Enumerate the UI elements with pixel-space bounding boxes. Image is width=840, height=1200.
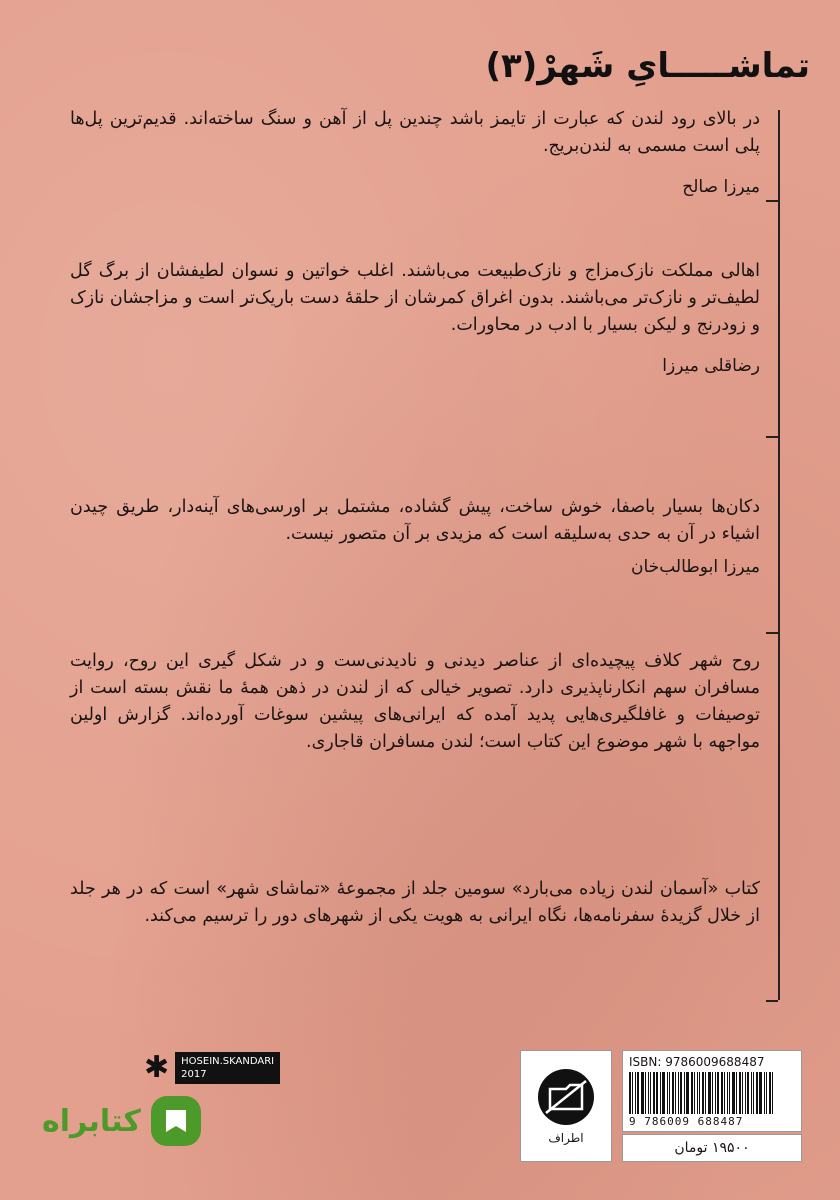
description-text: روح شهر کلاف پیچیده‌ای از عناصر دیدنی و نادیدنی‌ست و در شکل گیری این روح، روایت مسافران سهم انکارناپذیری دارد. تصویر خیالی که از لندن در ذهن همهٔ ما نقش بسته است از توصیفات و غافلگیری‌هایی پدید آمده که ایرانی‌های پیشین سوغات آورده‌اند. گزارش اولین مواجهه با شهر موضوع این کتاب است؛ لندن مسافران قاجاری.	[70, 651, 760, 752]
designer-year: 2017	[181, 1069, 207, 1080]
barcode	[629, 1072, 795, 1114]
bracket-tick	[766, 436, 778, 438]
barcode-bar	[637, 1072, 639, 1114]
barcode-bar	[747, 1072, 749, 1114]
barcode-bar	[632, 1072, 633, 1114]
series-block	[70, 876, 760, 930]
barcode-bar	[764, 1072, 765, 1114]
quote-author: میرزا ابوطالب‌خان	[631, 557, 760, 577]
barcode-bar	[662, 1072, 665, 1114]
barcode-bar	[653, 1072, 655, 1114]
barcode-bar	[745, 1072, 746, 1114]
barcode-bar	[717, 1072, 719, 1114]
barcode-bar	[759, 1072, 762, 1114]
bookmark-icon	[151, 1096, 201, 1146]
barcode-bar	[715, 1072, 716, 1114]
quote-block-2	[70, 258, 760, 380]
barcode-digits: 9 786009 688487	[629, 1115, 744, 1128]
barcode-bar	[675, 1072, 676, 1114]
barcode-bar	[645, 1072, 646, 1114]
designer-name: HOSEIN.SKANDARI	[181, 1056, 275, 1067]
barcode-bar	[667, 1072, 668, 1114]
barcode-bar	[694, 1072, 695, 1114]
barcode-bar	[650, 1072, 651, 1114]
barcode-bar	[712, 1072, 713, 1114]
barcode-bar	[766, 1072, 767, 1114]
barcode-bar	[660, 1072, 661, 1114]
publisher-logo	[520, 1050, 612, 1162]
bracket-tick	[766, 632, 778, 634]
barcode-bar	[648, 1072, 649, 1114]
barcode-bar	[742, 1072, 743, 1114]
quote-author: میرزا صالح	[682, 177, 760, 197]
barcode-bar	[629, 1072, 631, 1114]
barcode-bar	[739, 1072, 741, 1114]
designer-tag	[175, 1052, 280, 1084]
bracket-line	[778, 110, 780, 1000]
barcode-bar	[635, 1072, 636, 1114]
publisher-name: اطراف	[548, 1131, 584, 1145]
barcode-bar	[680, 1072, 682, 1114]
barcode-bar	[691, 1072, 693, 1114]
quote-author: رضاقلی میرزا	[662, 356, 760, 376]
barcode-bar	[756, 1072, 758, 1114]
quote-text: در بالای رود لندن که عبارت از تایمز باشد چندین پل از آهن و سنگ ساخته‌اند. قدیم‌ترین پل‌ها پلی است مسمی به لندن‌بریج.	[70, 109, 760, 156]
store-logo-text: کتابراه	[42, 1103, 141, 1139]
isbn-box	[622, 1050, 802, 1132]
barcode-bar	[702, 1072, 704, 1114]
barcode-bar	[708, 1072, 711, 1114]
barcode-bar	[699, 1072, 700, 1114]
asterisk-icon: ✱	[144, 1050, 170, 1085]
barcode-bar	[729, 1072, 730, 1114]
barcode-bar	[656, 1072, 658, 1114]
price: ۱۹۵۰۰ تومان	[622, 1134, 802, 1162]
barcode-bar	[772, 1072, 773, 1114]
barcode-bar	[736, 1072, 737, 1114]
quote-block-1	[70, 106, 760, 201]
page-title: تماشـــــایِ شَهرْ(۳)	[485, 46, 810, 86]
barcode-bar	[721, 1072, 723, 1114]
barcode-bar	[684, 1072, 685, 1114]
isbn-label: ISBN: 9786009688487	[629, 1055, 765, 1069]
barcode-bar	[753, 1072, 754, 1114]
description-block	[70, 648, 760, 756]
barcode-bar	[769, 1072, 771, 1114]
quote-text: اهالی مملکت نازک‌مزاج و نازک‌طبیعت می‌باشند. اغلب خواتین و نسوان لطیفشان از برگ گل لطیف‌تر و نازک‌تر می‌باشند. بدون اغراق کمرشان از حلقهٔ دست باریک‌تر است و مزاجشان نازک و زودرنج و لیکن بسیار با ادب در محاورات.	[70, 261, 760, 335]
publisher-icon	[536, 1067, 596, 1127]
series-text: کتاب «آسمان لندن زیاده می‌بارد» سومین جلد از مجموعهٔ «تماشای شهر» است که در هر جلد از خلال گزیدهٔ سفرنامه‌ها، نگاه ایرانی به هویت یکی از شهرهای دور را ترسیم می‌کند.	[70, 879, 760, 926]
barcode-bar	[641, 1072, 644, 1114]
quote-block-3	[70, 494, 760, 581]
barcode-bar	[697, 1072, 698, 1114]
barcode-bar	[727, 1072, 728, 1114]
bracket-tick	[766, 1000, 778, 1002]
barcode-bar	[678, 1072, 679, 1114]
designer-logo	[144, 1052, 280, 1084]
barcode-bar	[732, 1072, 735, 1114]
store-logo	[42, 1096, 201, 1146]
barcode-bar	[672, 1072, 674, 1114]
bracket-tick	[766, 200, 778, 202]
barcode-bar	[751, 1072, 752, 1114]
quote-text: دکان‌ها بسیار باصفا، خوش ساخت، پیش گشاده، مشتمل بر اورسی‌های آینه‌دار، طریق چیدن اشیاء در آن به حدی به‌سلیقه است که مزیدی بر آن متصور نیست.	[70, 497, 760, 544]
barcode-bar	[686, 1072, 689, 1114]
barcode-bar	[724, 1072, 725, 1114]
barcode-bar	[669, 1072, 670, 1114]
barcode-bar	[705, 1072, 706, 1114]
